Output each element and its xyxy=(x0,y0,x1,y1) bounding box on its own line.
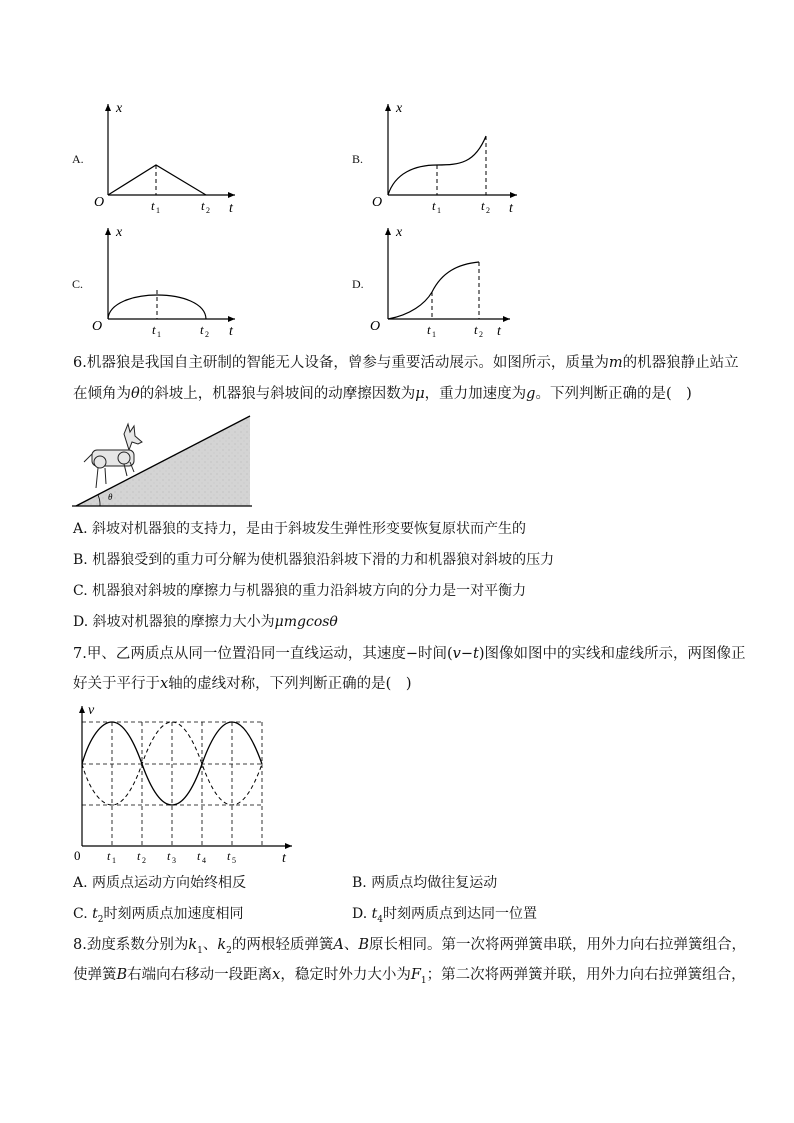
q7-choice-c[interactable]: C. $t_2$时刻两质点加速度相同 xyxy=(73,906,244,925)
axis-t-label: t xyxy=(229,324,233,339)
q7-stem-line1: 7.甲、乙两质点从同一位置沿同一直线运动，其速度−时间(v−t)图像如图中的实线和虚线所示，两图像正 xyxy=(73,646,746,662)
q8-stem-line1: 8.劲度系数分别为$k_1$、$k_2$的两根轻质弹簧A、B原长相同。第一次将两弹簧串联，用外力向右拉弹簧组合， xyxy=(73,937,747,956)
svg-text:2: 2 xyxy=(142,856,146,865)
q8-stem-line2: 使弹簧B右端向右移动一段距离x，稳定时外力大小为$F_1$；第二次将两弹簧并联，用外力向右拉弹簧组合， xyxy=(73,967,746,986)
q6-choice-a[interactable]: A. 斜坡对机器狼的支持力，是由于斜坡发生弹性形变要恢复原状而产生的 xyxy=(73,521,527,537)
q6-stem-line1: 6.机器狼是我国自主研制的智能无人设备，曾参与重要活动展示。如图所示，质量为m的机器狼静止站立 xyxy=(73,355,739,371)
axis-x-label: x xyxy=(116,225,123,240)
robot-wolf-slope-figure xyxy=(72,412,254,510)
curve-a xyxy=(108,165,206,195)
svg-text:t: t xyxy=(427,322,431,337)
svg-text:t: t xyxy=(107,849,111,863)
graph-b xyxy=(370,98,520,218)
q7-stem-line2: 好关于平行于x轴的虚线对称，下列判断正确的是( ) xyxy=(73,676,412,692)
axis-t-label: t xyxy=(282,851,286,866)
q7-velocity-time-graph xyxy=(70,700,300,868)
option-label: A. xyxy=(72,152,84,166)
svg-text:1: 1 xyxy=(437,206,441,215)
svg-text:t: t xyxy=(167,849,171,863)
graph-c xyxy=(90,222,240,342)
origin-label: O xyxy=(372,195,383,210)
axis-x-label: x xyxy=(396,101,403,116)
origin-label: O xyxy=(94,195,105,210)
q6-stem-line2: 在倾角为θ的斜坡上，机器狼与斜坡间的动摩擦因数为μ，重力加速度为g。下列判断正确的是( ) xyxy=(73,386,692,402)
axis-t-label: t xyxy=(497,324,501,339)
graph-d xyxy=(370,222,520,342)
svg-text:2: 2 xyxy=(486,206,490,215)
svg-text:3: 3 xyxy=(172,856,176,865)
axis-t-label: t xyxy=(229,201,233,216)
axis-t-label: t xyxy=(509,201,513,216)
graph-a xyxy=(90,98,240,218)
svg-text:t: t xyxy=(432,198,436,213)
svg-text:2: 2 xyxy=(206,206,210,215)
svg-text:t: t xyxy=(197,849,201,863)
grid xyxy=(82,722,262,846)
option-label: B. xyxy=(352,152,364,166)
axis-v-label: v xyxy=(88,703,95,718)
option-label: C. xyxy=(72,277,84,291)
q6-choice-d[interactable]: D. 斜坡对机器狼的摩擦力大小为μmgcosθ xyxy=(73,614,338,630)
svg-text:t: t xyxy=(200,322,204,337)
svg-text:2: 2 xyxy=(205,330,209,339)
curve-d xyxy=(388,262,479,319)
svg-text:4: 4 xyxy=(202,856,206,865)
svg-text:t: t xyxy=(201,198,205,213)
origin-label: 0 xyxy=(74,848,81,863)
svg-text:1: 1 xyxy=(432,330,436,339)
svg-text:t: t xyxy=(474,322,478,337)
q7-choice-d[interactable]: D. $t_4$时刻两质点到达同一位置 xyxy=(352,906,538,925)
svg-text:1: 1 xyxy=(157,330,161,339)
svg-text:1: 1 xyxy=(156,206,160,215)
q7-choice-a[interactable]: A. 两质点运动方向始终相反 xyxy=(73,875,247,891)
axis-x-label: x xyxy=(116,101,123,116)
origin-label: O xyxy=(370,319,381,334)
svg-text:t: t xyxy=(481,198,485,213)
q6-choice-c[interactable]: C. 机器狼对斜坡的摩擦力与机器狼的重力沿斜坡方向的分力是一对平衡力 xyxy=(73,583,527,599)
svg-text:1: 1 xyxy=(112,856,116,865)
q6-choice-b[interactable]: B. 机器狼受到的重力可分解为使机器狼沿斜坡下滑的力和机器狼对斜坡的压力 xyxy=(73,552,555,568)
svg-text:t: t xyxy=(137,849,141,863)
svg-text:2: 2 xyxy=(479,330,483,339)
svg-text:5: 5 xyxy=(232,856,236,865)
q7-choice-b[interactable]: B. 两质点均做往复运动 xyxy=(352,875,498,891)
svg-text:t: t xyxy=(151,198,155,213)
origin-label: O xyxy=(92,319,103,334)
option-label: D. xyxy=(352,277,364,291)
svg-text:t: t xyxy=(152,322,156,337)
angle-label: θ xyxy=(108,492,113,502)
axis-x-label: x xyxy=(396,225,403,240)
svg-text:t: t xyxy=(227,849,231,863)
